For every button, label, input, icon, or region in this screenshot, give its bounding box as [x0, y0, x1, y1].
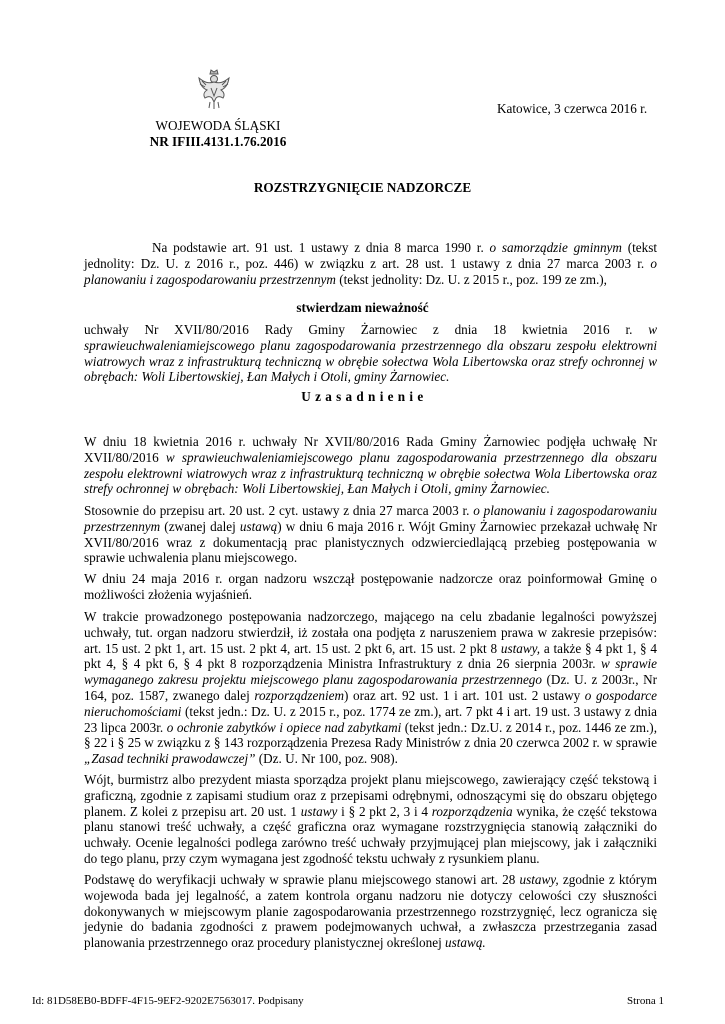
polish-eagle-icon	[196, 68, 232, 112]
justification-paragraph-3: W dniu 24 maja 2016 r. organ nadzoru wszczął postępowanie nadzorcze oraz poinformował Gminę o możliwości złożenia wyjaśnień.	[84, 571, 657, 602]
italic-run: rozporządzeniem	[254, 687, 345, 703]
issuer-name: WOJEWODA ŚLĄSKI	[155, 118, 281, 133]
document-title: ROZSTRZYGNIĘCIE NADZORCZE	[253, 180, 472, 195]
text-run: (Dz. U. z 2003r., Nr 164, poz. 1587, zwanego dalej	[84, 672, 657, 703]
italic-run: ustawy,	[500, 640, 541, 656]
text-run: Wójt, burmistrz albo prezydent miasta sporządza projekt planu miejscowego, zawierający część tekstową i graficzną, zgodnie z zapisami studium oraz z przepisami odrębnymi, odnoszącymi się do obszaru objętego planem. Z kolei z przepisu art. 20 ust. 1	[84, 772, 657, 819]
justification-paragraph-5	[84, 772, 657, 867]
reference-number: NR IFIII.4131.1.76.2016	[149, 133, 287, 149]
justification-heading: U z a s a d n i e n i e	[301, 389, 424, 404]
text-run: W trakcie prowadzonego postępowania nadzorczego, mającego na celu zbadanie legalności powyższej uchwały, tut. organ nadzoru stwierdził, iż została ona podjęta z naruszeniem prawa w zakresie przepisów: art. 15 ust. 2 pkt 1, art. 15 ust. 2 pkt 4, art. 15 ust. 2 pkt 6, art. 15 ust. 2 pkt 8	[84, 609, 657, 656]
italic-run: ustawy	[300, 803, 338, 819]
italic-run: ustawy,	[519, 872, 559, 887]
text-run: W dniu 18 kwietnia 2016 r. uchwały Nr XVII/80/2016 Rada Gminy Żarnowiec podjęła uchwałę Nr XVII/80/2016	[84, 434, 657, 465]
justification-paragraph-4	[84, 609, 657, 767]
text-run: (tekst jednolity: Dz. U. z 2015 r., poz. 199 ze zm.),	[335, 271, 607, 287]
text-run: (Dz. U. Nr 100, poz. 908).	[255, 751, 398, 767]
decision-heading: stwierdzam nieważność	[296, 300, 429, 315]
italic-run: o planowaniu i zagospodarowaniu przestrzennym	[84, 503, 658, 534]
text-run: ) oraz art. 92 ust. 1 i art. 101 ust. 2 ustawy	[344, 687, 585, 703]
italic-run: ustawą	[239, 518, 278, 534]
text-run: ) w dniu 6 maja 2016 r. Wójt Gminy Żarnowiec przekazał uchwałę Nr XVII/80/2016 wraz z dokumentacją prac planistycznych odzwierciedlającą przebieg postępowania w sprawie uchwalenia planu miejscowego.	[84, 518, 657, 566]
justification-paragraph-1	[84, 434, 657, 497]
justification-paragraph-6	[84, 872, 657, 951]
text-run: i § 2 pkt 2, 3 i 4	[337, 803, 432, 819]
text-run: zgodnie z którym wojewoda bada jej legalność, a zatem kontrola organu nadzoru nie dotyczy celowości czy słuszności dokonywanych w miejscowym planie zagospodarowania przestrzennego rozstrzygnięć, lecz ogranicza się jedynie do badania zgodności z prawem podejmowanych uchwał, a zwłaszcza przestrzegania zasad planowania przestrzennego oraz procedury planistycznej określonej	[84, 872, 657, 951]
text-run: Stosownie do przepisu art. 20 ust. 2 cyt. ustawy z dnia 27 marca 2003 r.	[84, 503, 474, 518]
place-date: Katowice, 3 czerwca 2016 r.	[497, 101, 648, 116]
legal-basis-paragraph	[84, 240, 657, 287]
italic-run: „Zasad techniki prawodawczej”	[84, 751, 256, 767]
justification-paragraph-2	[84, 503, 657, 566]
italic-run: ustawą.	[445, 935, 486, 951]
italic-run: rozporządzenia	[431, 803, 513, 819]
text-run: (zwanej dalej	[160, 518, 240, 534]
footer-document-id: Id: 81D58EB0-BDFF-4F15-9EF2-9202E7563017. Podpisany	[32, 995, 304, 1007]
italic-run: o gospodarce nieruchomościami	[84, 687, 657, 719]
footer-page-number: Strona 1	[627, 995, 664, 1007]
italic-run: o samorządzie gminnym	[489, 240, 622, 255]
text-run: wynika, że część tekstowa planu stanowi treść uchwały, a część graficzna oraz wymagane rozstrzygnięcia stanowią załączniki do uchwały. Ocenie legalności podlega zarówno treść uchwały przyjmującej plan miejscowy, jak i załączniki do tego planu, przy czym wymagana jest zgodność tekstu uchwały z rysunkiem planu.	[84, 803, 657, 866]
text-run: uchwały Nr XVII/80/2016 Rady Gminy Żarnowiec z dnia 18 kwietnia 2016 r.	[84, 322, 649, 337]
italic-run: w sprawieuchwaleniamiejscowego planu zagospodarowania przestrzennego dla obszaru zespołu elektrowni wiatrowych wraz z infrastrukturą techniczną w obrębie sołectwa Wola Libertowska oraz strefy ochronnej w obrębach: Woli Libertowskiej, Łan Małych i Otoli, gminy Żarnowiec.	[84, 449, 657, 497]
text-run: (tekst jedn.: Dz. U. z 2015 r., poz. 1774 ze zm.), art. 7 pkt 4 i art. 19 ust. 3 ustawy z dnia 23 lipca 2003r.	[84, 703, 657, 735]
text-run: Na podstawie art. 91 ust. 1 ustawy z dnia 8 marca 1990 r.	[152, 240, 490, 255]
issuer-block	[148, 118, 288, 150]
text-run: Podstawę do weryfikacji uchwały w sprawie planu miejscowego stanowi art. 28	[84, 872, 520, 887]
italic-run: w sprawie wymaganego zakresu projektu miejscowego planu zagospodarowania przestrzennego	[84, 656, 658, 688]
resolution-paragraph	[84, 322, 657, 385]
italic-run: o planowaniu i zagospodarowaniu przestrzennym	[84, 255, 657, 287]
italic-run: w sprawieuchwaleniamiejscowego planu zagospodarowania przestrzennego dla obszaru zespołu elektrowni wiatrowych wraz z infrastrukturą techniczną w obrębie sołectwa Wola Libertowska oraz strefy ochronnej w obrębach: Woli Libertowskiej, Łan Małych i Otoli, gminy Żarnowiec.	[84, 322, 657, 385]
italic-run: o ochronie zabytków i opiece nad zabytkami	[166, 719, 402, 735]
text-run: a także § 4 pkt 1, § 4 pkt 4, § 4 pkt 6, § 4 pkt 8 rozporządzenia Ministra Infrastruktury z dnia 26 sierpnia 2003r.	[84, 640, 657, 672]
text-run: (tekst jedn.: Dz.U. z 2014 r., poz. 1446 ze zm.), § 22 i § 25 w związku z § 143 rozporządzenia Prezesa Rady Ministrów z dnia 20 czerwca 2002 r. w sprawie	[84, 719, 657, 751]
text-run: (tekst jednolity: Dz. U. z 2016 r., poz. 446) w związku z art. 28 ust. 1 ustawy z dnia 27 marca 2003 r.	[84, 240, 657, 271]
